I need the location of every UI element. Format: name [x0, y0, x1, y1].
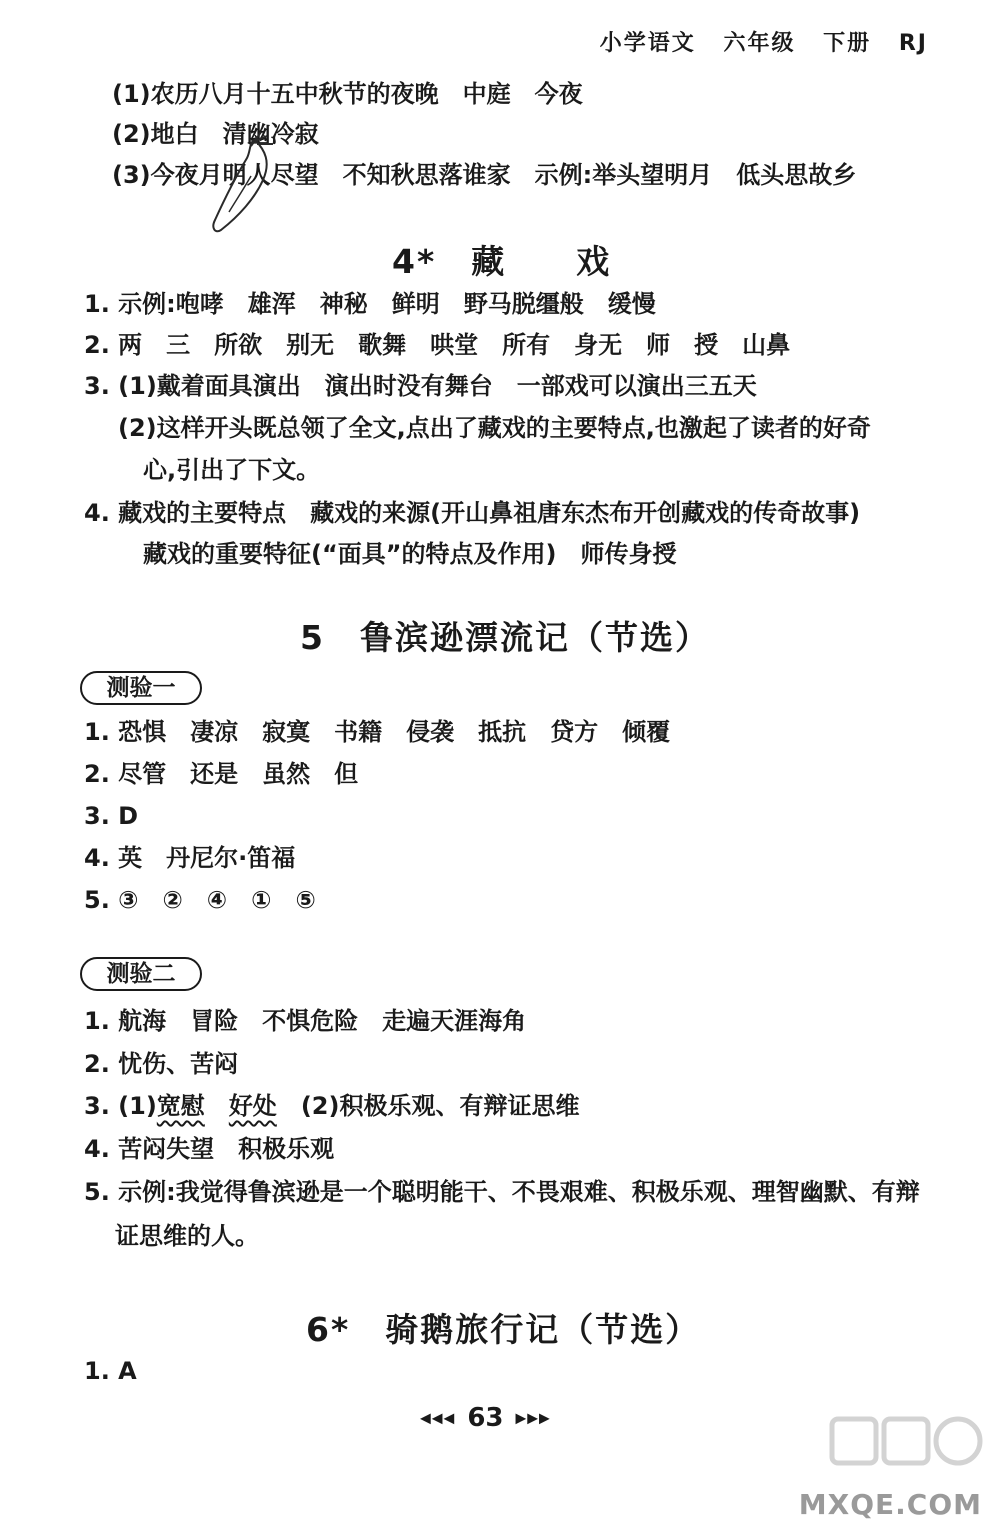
- test-1-badge: 测验一: [80, 671, 202, 705]
- lesson-4-answer-4b: 藏戏的重要特征(“面具”的特点及作用) 师传身授: [143, 540, 677, 568]
- pencil-doodle-icon: [205, 132, 285, 236]
- lesson-4-answer-4a: 4. 藏戏的主要特点 藏戏的来源(开山鼻祖唐东杰布开创藏戏的传奇故事): [84, 499, 861, 527]
- test-1-answer-1: 1. 恐惧 凄凉 寂寞 书籍 侵袭 抵抗 贷方 倾覆: [84, 718, 671, 746]
- test-2-answer-4: 4. 苦闷失望 积极乐观: [84, 1135, 335, 1163]
- page-header: [582, 26, 928, 57]
- top-answer-2: (2)地白 清幽冷寂: [112, 120, 319, 148]
- test-2-answer-2: 2. 忧伤、苦闷: [84, 1050, 239, 1078]
- lesson-4-answer-1: 1. 示例:咆哮 雄浑 神秘 鲜明 野马脱缰般 缓慢: [84, 290, 656, 318]
- test-2-answer-3: [84, 1092, 579, 1121]
- lesson-6-title: 6* 骑鹅旅行记（节选）: [306, 1310, 701, 1349]
- lesson-4-answer-3-2a: (2)这样开头既总领了全文,点出了藏戏的主要特点,也激起了读者的好奇: [118, 414, 871, 442]
- test-2-answer-3-prefix: 3. (1): [84, 1092, 157, 1120]
- test-2-answer-3-rest: (2)积极乐观、有辩证思维: [300, 1092, 580, 1120]
- test-2-answer-3-word-2: 好处: [228, 1092, 277, 1120]
- watermark-text: MXQE.COM: [798, 1488, 982, 1521]
- test-1-answer-5: 5. ③ ② ④ ① ⑤: [84, 886, 316, 914]
- header-grade: 六年级: [723, 31, 796, 56]
- right-arrows-icon: ▶▶▶: [515, 1410, 551, 1427]
- test-1-answer-4: 4. 英 丹尼尔·笛福: [84, 844, 296, 872]
- page-footer: [420, 1403, 551, 1433]
- header-volume: 下册: [823, 31, 872, 56]
- test-1-answer-2: 2. 尽管 还是 虽然 但: [84, 760, 359, 788]
- lesson-4-answer-3-1: 3. (1)戴着面具演出 演出时没有舞台 一部戏可以演出三五天: [84, 372, 757, 400]
- lesson-5-title: 5 鲁滨逊漂流记（节选）: [300, 618, 710, 657]
- test-2-answer-5b: 证思维的人。: [115, 1222, 259, 1250]
- left-arrows-icon: ◀◀◀: [420, 1410, 456, 1427]
- lesson-4-answer-2: 2. 两 三 所欲 别无 歌舞 哄堂 所有 身无 师 授 山鼻: [84, 331, 791, 359]
- lesson-4-title: 4* 藏 戏: [392, 242, 612, 281]
- test-2-answer-3-word-1: 宽慰: [156, 1092, 205, 1120]
- test-1-answer-3: 3. D: [84, 802, 139, 830]
- test-2-answer-5a: 5. 示例:我觉得鲁滨逊是一个聪明能干、不畏艰难、积极乐观、理智幽默、有辩: [84, 1178, 920, 1206]
- header-subject: 小学语文: [599, 31, 696, 56]
- header-edition: RJ: [898, 31, 928, 56]
- lesson-6-answer-1: 1. A: [84, 1357, 137, 1385]
- test-2-answer-1: 1. 航海 冒险 不惧危险 走遍天涯海角: [84, 1007, 527, 1035]
- test-2-badge: 测验二: [80, 957, 202, 991]
- lesson-4-answer-3-2b: 心,引出了下文。: [143, 456, 321, 484]
- top-answer-3: (3)今夜月明人尽望 不知秋思落谁家 示例:举头望明月 低头思故乡: [112, 161, 857, 189]
- page-number: 63: [467, 1403, 504, 1433]
- top-answer-1: (1)农历八月十五中秋节的夜晚 中庭 今夜: [112, 80, 583, 108]
